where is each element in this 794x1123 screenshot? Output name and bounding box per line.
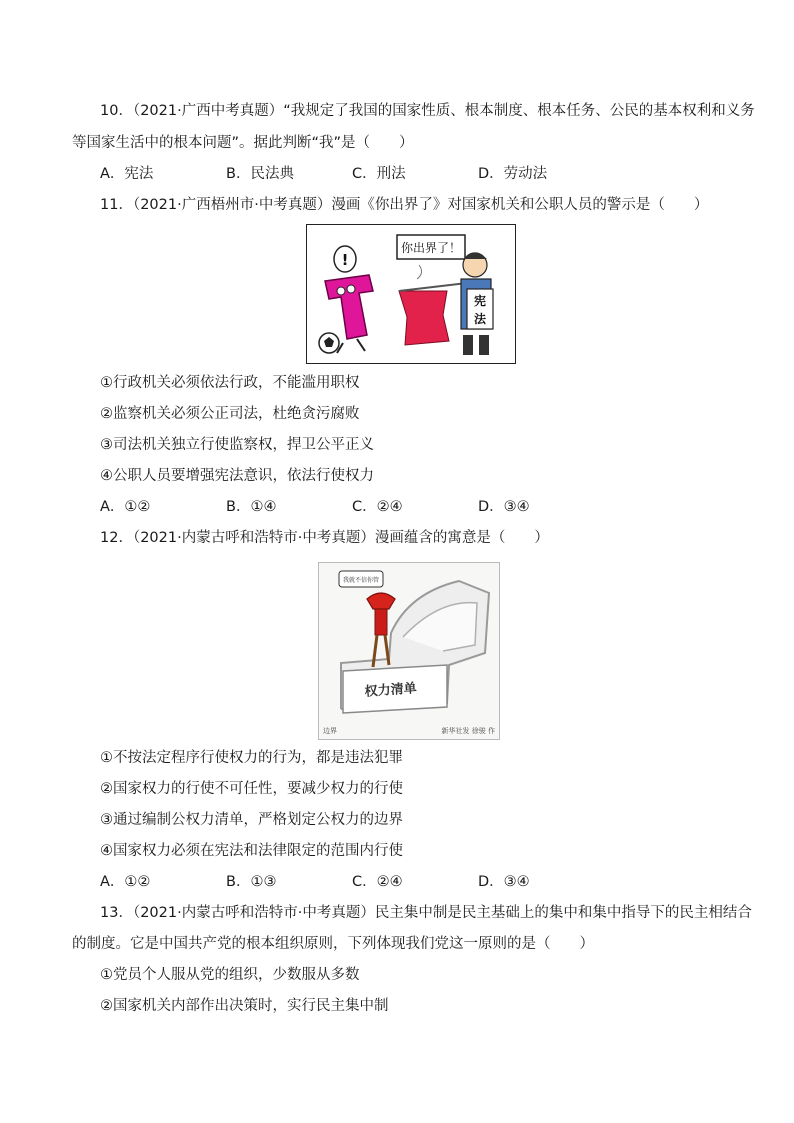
q11-options: [100, 497, 604, 517]
q12-statement-3: ③通过编制公权力清单，严格划定公权力的边界: [100, 812, 403, 828]
q11-statement-4: ④公职人员要增强宪法意识，依法行使权力: [100, 468, 374, 484]
constitution-sign-char-1: 宪: [473, 294, 487, 308]
q13-statement-1: ①党员个人服从党的组织，少数服从多数: [100, 967, 360, 983]
q11-option-d[interactable]: D．③④: [478, 499, 530, 515]
q12-option-d[interactable]: D．③④: [478, 874, 530, 890]
q10-options: [100, 164, 604, 184]
q12-option-c[interactable]: C．②④: [352, 874, 403, 890]
q11-cartoon-drawing: [307, 225, 515, 363]
q11-option-b[interactable]: B．①④: [226, 499, 277, 515]
q12-statement-2: ②国家权力的行使不可任性，要减少权力的行使: [100, 781, 403, 797]
cartoon-caption-title: 边界: [323, 727, 337, 735]
q11-stem: 11．（2021·广西梧州市·中考真题）漫画《你出界了》对国家机关和公职人员的警示是（ ）: [100, 197, 709, 213]
exclamation-icon: !: [341, 251, 349, 269]
q13-stem-line2: 的制度。它是中国共产党的根本组织原则，下列体现我们党这一原则的是（ ）: [72, 936, 594, 952]
q11-cartoon-image: [306, 224, 516, 364]
q13-statement-2: ②国家机关内部作出决策时，实行民主集中制: [100, 998, 389, 1014]
q10-option-b[interactable]: B．民法典: [226, 166, 294, 182]
q12-option-a[interactable]: A．①②: [100, 874, 151, 890]
speech-bubble-text: 我就不信你管: [342, 577, 380, 584]
constitution-sign-char-2: 法: [473, 312, 487, 326]
q13-stem-line1: 13．（2021·内蒙古呼和浩特市·中考真题）民主集中制是民主基础上的集中和集中指导下的民主相结合: [100, 905, 752, 921]
q10-stem-line1: 10．（2021·广西中考真题）“我规定了我国的国家性质、根本制度、根本任务、公民的基本权利和义务: [100, 103, 755, 119]
q12-options: [100, 872, 604, 892]
q10-option-a[interactable]: A．宪法: [100, 166, 154, 182]
banner-text: 你出界了！: [400, 241, 462, 255]
power-character-icon: [325, 275, 373, 339]
q12-stem: 12．（2021·内蒙古呼和浩特市·中考真题）漫画蕴含的寓意是（ ）: [100, 530, 549, 546]
q12-statement-4: ④国家权力必须在宪法和法律限定的范围内行使: [100, 843, 403, 859]
q12-option-b[interactable]: B．①③: [226, 874, 277, 890]
q10-stem-line2: 等国家生活中的根本问题”。据此判断“我”是（ ）: [72, 135, 414, 151]
power-list-label: 权力清单: [364, 681, 418, 700]
official-seal-figure-icon: [367, 593, 395, 609]
cartoon-caption-credit: 新华社发 徐骏 作: [441, 727, 495, 735]
q11-statement-1: ①行政机关必须依法行政，不能滥用职权: [100, 375, 360, 391]
q10-option-c[interactable]: C．刑法: [352, 166, 406, 182]
q11-option-a[interactable]: A．①②: [100, 499, 151, 515]
q11-statement-2: ②监察机关必须公正司法，杜绝贪污腐败: [100, 406, 360, 422]
red-flag-icon: [399, 291, 449, 345]
q11-statement-3: ③司法机关独立行使监察权，捍卫公平正义: [100, 437, 374, 453]
q12-cartoon-image: [318, 562, 500, 740]
q11-option-c[interactable]: C．②④: [352, 499, 403, 515]
q12-cartoon-drawing: [319, 563, 499, 739]
q10-option-d[interactable]: D．劳动法: [478, 166, 548, 182]
q12-statement-1: ①不按法定程序行使权力的行为，都是违法犯罪: [100, 750, 403, 766]
